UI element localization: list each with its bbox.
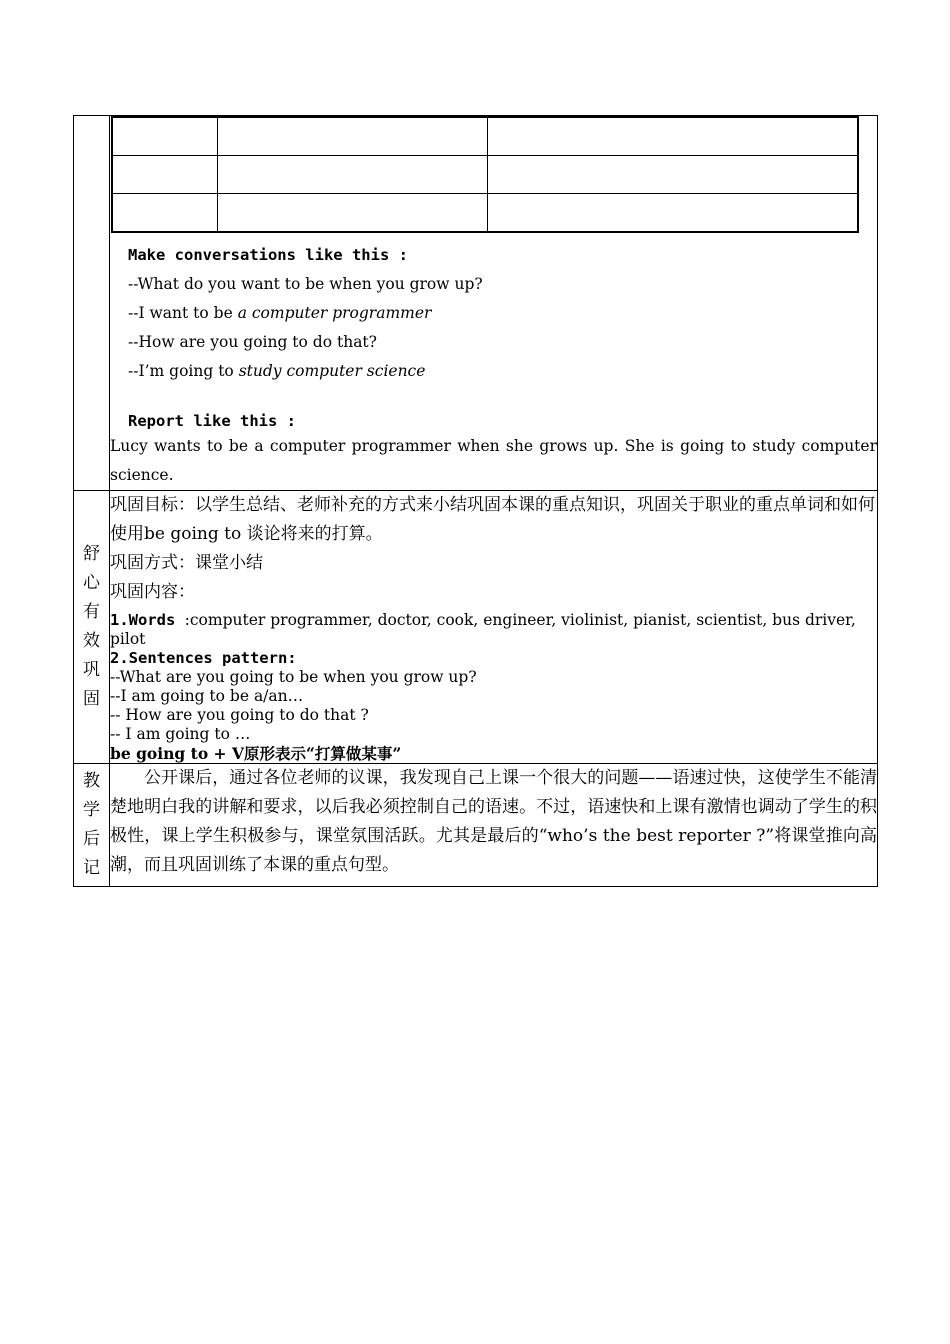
spacer: [110, 386, 877, 410]
blank-grid-row: [112, 117, 858, 156]
words-label: 1.Words: [110, 611, 185, 629]
reflection-side-label: [74, 764, 110, 887]
blank-grid-row: [112, 194, 858, 233]
side-char: 记: [83, 858, 100, 878]
consolidation-section: [74, 491, 878, 764]
blank-grid-row: [112, 156, 858, 194]
sentence-2: --I am going to be a/an…: [110, 687, 304, 705]
practice-content-cell: [110, 116, 878, 491]
blank-grid-cell: [218, 194, 488, 233]
blank-grid-cell: [488, 156, 859, 194]
conversation-question-1: --What do you want to be when you grow up?: [128, 275, 483, 293]
blank-grid-cell: [488, 194, 859, 233]
consolidation-content-cell: [110, 491, 878, 764]
side-char: 学: [83, 800, 100, 820]
blank-grid-cell: [218, 117, 488, 156]
sentence-1: --What are you going to be when you grow up?: [110, 668, 477, 686]
blank-grid-table: [111, 116, 859, 233]
reflection-text: 公开课后，通过各位老师的议课，我发现自己上课一个很大的问题——语速过快，这使学生不能清楚地明白我的讲解和要求，以后我必须控制自己的语速。不过，语速快和上课有激情也调动了学生的积极性，课上学生积极参与，课堂氛围活跃。尤其是最后的“who’s the best reporter ?”将课堂推向高潮，而且巩固训练了本课的重点句型。: [110, 768, 877, 875]
blank-grid-cell: [218, 156, 488, 194]
practice-section: [74, 116, 878, 491]
conversation-answer-1: [110, 299, 877, 328]
blank-grid-cell: [112, 156, 218, 194]
side-char: 心: [83, 573, 100, 593]
practice-side-cell: [74, 116, 110, 491]
blank-grid-cell: [112, 194, 218, 233]
sentence-4: -- I am going to …: [110, 725, 251, 743]
consolidation-side-label: [74, 491, 110, 764]
reflection-section: [74, 764, 878, 887]
conversation-answer-2: [110, 357, 877, 386]
reflection-content-cell: [110, 764, 878, 887]
side-char: 固: [83, 689, 100, 709]
answer-1-prefix: --I want to be: [128, 304, 238, 322]
lesson-plan-table: [73, 115, 878, 887]
consolidation-goal: 巩固目标：以学生总结、老师补充的方式来小结巩固本课的重点知识，巩固关于职业的重点单词和如何使用be going to 谈论将来的打算。: [110, 495, 875, 544]
answer-2-italic: study computer science: [238, 362, 426, 380]
consolidation-method: 巩固方式：课堂小结: [110, 553, 263, 573]
grammar-rule: be going to + V原形表示“打算做某事”: [110, 744, 402, 763]
report-heading: Report like this :: [128, 412, 296, 430]
conversation-heading: Make conversations like this :: [128, 246, 408, 264]
conversation-question-2: --How are you going to do that?: [128, 333, 377, 351]
side-char: 教: [83, 771, 100, 791]
words-items: :computer programmer, doctor, cook, engineer, violinist, pianist, scientist, bus driver, pilot: [110, 611, 856, 648]
side-char: 效: [83, 631, 100, 651]
answer-1-italic: a computer programmer: [237, 304, 432, 322]
blank-grid-cell: [112, 117, 218, 156]
report-text: Lucy wants to be a computer programmer when she grows up. She is going to study computer science.: [110, 437, 877, 484]
sentence-3: -- How are you going to do that ?: [110, 706, 369, 724]
sentences-label: 2.Sentences pattern:: [110, 649, 297, 667]
blank-grid-cell: [488, 117, 859, 156]
side-char: 巩: [83, 660, 100, 680]
side-char: 后: [83, 829, 100, 849]
words-list: [110, 611, 877, 649]
side-char: 有: [83, 602, 100, 622]
consolidation-content-label: 巩固内容：: [110, 582, 195, 602]
side-char: 舒: [83, 544, 100, 564]
answer-2-prefix: --I’m going to: [128, 362, 239, 380]
